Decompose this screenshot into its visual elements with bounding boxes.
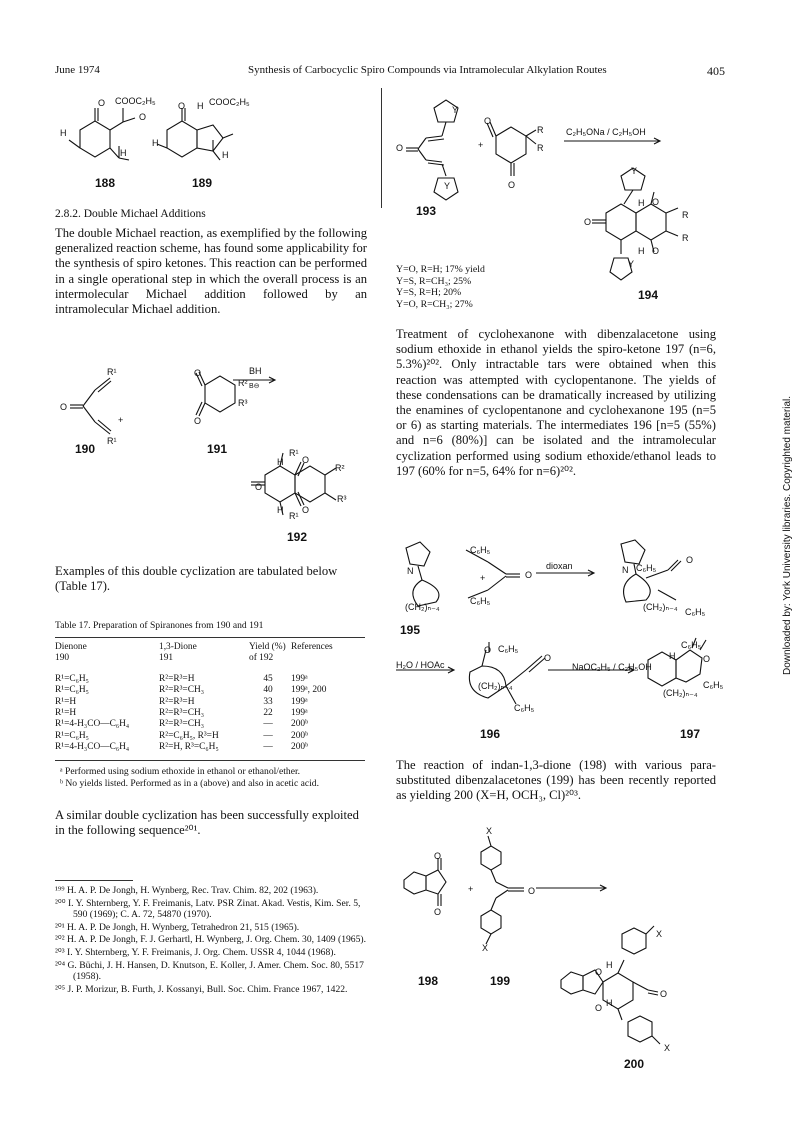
label-plus-3: + [480, 573, 486, 583]
label-o-189: O [178, 101, 186, 111]
label-c6h5-b: C₆H₅ [470, 596, 491, 606]
cell: R²=R³=H [159, 673, 195, 684]
label-r-194a: R [682, 210, 689, 220]
label-ch2n-196: (CH₂)ₙ₋₄ [478, 681, 513, 691]
yield-item: Y=S, R=H; 20% [396, 287, 462, 298]
label-o-198a: O [434, 851, 442, 861]
label-h-189b: H [152, 138, 159, 148]
right-para-1: Treatment of cyclohexanone with dibenzalacetone using sodium ethoxide in ethanol yields the spiro-ketone 197 (n=6, 5.3%)²⁰². Only intractable tars were obtained when this reaction was attempted with cyclopentanone. The yields of these condensations can be dramatically increased by utilizing the enamines of cyclopentanone and cyclohexanone 195 (n=5 or 6) as starting materials. The intermediates 196 [n=5 (55%) and n=6 (80%)] can be isolated and the intramolecular cyclization performed using sodium ethoxide/ethanol leads to 197 (60% for n=5, 64% for n=6)²⁰². [396, 327, 716, 478]
cell: R²=R³=CH₃ [159, 719, 204, 730]
compound-191: 191 [207, 442, 228, 456]
cell: 200ᵇ [291, 719, 308, 730]
label-n-prod: N [622, 565, 629, 575]
compound-199: 199 [490, 974, 511, 988]
compound-189: 189 [192, 176, 213, 190]
table-row [55, 742, 365, 753]
compound-190: 190 [75, 442, 96, 456]
cell: R¹=4-H₃CO—C₆H₄ [55, 742, 130, 753]
label-o-192c: O [302, 505, 310, 515]
reagent-naoet: NaOC₂H₅ / C₂H₅OH [572, 662, 652, 672]
label-y-bottom: Y [444, 181, 451, 191]
label-bh: BH [249, 366, 262, 376]
compound-197: 197 [680, 727, 701, 741]
table-row [55, 674, 365, 685]
cell: 200ᵇ [291, 742, 308, 753]
label-o-196: O [484, 645, 492, 655]
label-r1-190a: R¹ [107, 367, 117, 377]
column-divider [381, 88, 382, 208]
yield-item: Y=O, R=H; 17% yield [396, 264, 485, 275]
compound-198: 198 [418, 974, 439, 988]
table-top-rule [55, 637, 365, 638]
table-row [55, 719, 365, 730]
label-x-199a: X [486, 826, 493, 836]
label-h-197: H [669, 651, 676, 661]
label-r2-192: R² [335, 463, 345, 473]
compound-194: 194 [638, 288, 659, 302]
reference-203: ²⁰³ I. Y. Shternberg, Y. F. Freimanis, J. Org. Chem. USSR 4, 1044 (1968). [55, 946, 336, 958]
label-o-194b: O [584, 217, 592, 227]
label-o-191b: O [194, 416, 202, 426]
compound-195: 195 [400, 623, 421, 637]
label-o-194c: O [652, 246, 660, 256]
th-yield: Yield (%) [249, 642, 286, 652]
right-para-2: The reaction of indan-1,3-dione (198) with various para-substituted dibenzalacetones (199) has been recently reported as yielding 200 (X=H, OCH₃, Cl)²⁰³. [396, 758, 716, 803]
compound-196: 196 [480, 727, 501, 741]
cell: 45 [263, 673, 273, 684]
reference-201: ²⁰¹ H. A. P. De Jongh, H. Wynberg, Tetrahedron 21, 515 (1965). [55, 921, 300, 933]
label-x-200b: X [664, 1043, 671, 1053]
side-copyright-note: Downloaded by: York University libraries. Copyrighted material. [782, 395, 793, 675]
label-h-192a: H [277, 457, 284, 467]
cell: 199ᵃ [291, 696, 308, 707]
label-o-200c: O [595, 1003, 603, 1013]
label-cooet-188: COOC₂H₅ [115, 96, 156, 106]
label-r-194b: R [682, 233, 689, 243]
references [55, 885, 367, 996]
reagent-dioxan: dioxan [546, 561, 573, 571]
label-o-194a: O [652, 197, 660, 207]
label-y-194a: Y [631, 166, 638, 176]
label-c6h5-prod-b: C₆H₅ [685, 607, 706, 617]
label-ch2n-195: (CH₂)ₙ₋₄ [405, 602, 440, 612]
cell: R¹=C₆H₅ [55, 685, 89, 696]
cell: 199ᵃ [291, 673, 308, 684]
compound-200: 200 [624, 1057, 645, 1071]
left-para-1: The double Michael reaction, as exemplified by the following generalized reaction scheme, has found some applicability for the synthesis of spiro ketones. This reaction can be performed in a single operational step in which the overall process is an intermolecular Michael addition followed by an intramolecular Michael addition. [55, 226, 367, 317]
th-191: 191 [159, 653, 174, 664]
header-date: June 1974 [55, 64, 100, 76]
reagent-193: C₂H₅ONa / C₂H₅OH [566, 127, 646, 137]
table-row [55, 685, 365, 696]
label-c6h5-197b: C₆H₅ [703, 680, 724, 690]
table-row [55, 731, 365, 742]
label-r1-190b: R¹ [107, 436, 117, 446]
label-x-199b: X [482, 943, 489, 953]
yield-item: Y=S, R=CH₃; 25% [396, 275, 472, 287]
label-r1-192a: R¹ [289, 448, 299, 458]
cell: 200ᵇ [291, 730, 308, 741]
compound-192: 192 [287, 530, 308, 544]
label-o-200a: O [595, 967, 603, 977]
table-bottom-rule [55, 760, 365, 761]
label-o-190: O [60, 402, 68, 412]
cell: R²=R³=CH₃ [159, 685, 204, 696]
label-o-192a: O [302, 455, 310, 465]
reference-204: ²⁰⁴ G. Büchi, J. H. Hansen, D. Knutson, E. Koller, J. Amer. Chem. Soc. 80, 5517 (1958). [55, 959, 364, 983]
label-r2-191: R² [238, 378, 248, 388]
reference-205: ²⁰⁵ J. P. Morizur, B. Furth, J. Kossanyi, Bull. Soc. Chim. France 1967, 1422. [55, 983, 348, 995]
th-refs: References [291, 642, 333, 652]
footnote-a: ᵃ Performed using sodium ethoxide in ethanol or ethanol/ether. [60, 766, 301, 777]
label-o-196b: O [544, 653, 552, 663]
table-caption: Table 17. Preparation of Spiranones from 190 and 191 [55, 620, 264, 631]
reference-200: ²⁰⁰ I. Y. Shternberg, Y. F. Freimanis, Latv. PSR Zinat. Akad. Vestis, Kim. Ser. 5, 590 (1969); C. A. 72, 54870 (1970). [55, 897, 361, 921]
label-x-200a: X [656, 929, 663, 939]
label-h-194a: H [638, 198, 645, 208]
table-row [55, 708, 365, 719]
label-bminus: B⊖ [249, 383, 260, 390]
label-plus-1: + [118, 415, 124, 425]
label-h-192b: H [277, 505, 284, 515]
label-c6h5-197a: C₆H₅ [681, 640, 702, 650]
label-y-194b: Y [628, 259, 635, 269]
th-190: 190 [55, 653, 70, 664]
th-dienone: Dienone [55, 642, 87, 652]
cell: R¹=H [55, 696, 77, 707]
cell: 199ᵃ [291, 708, 308, 719]
section-heading: 2.8.2. Double Michael Additions [55, 208, 206, 220]
cell: R¹=C₆H₅ [55, 730, 89, 741]
cell: R²=R³=H [159, 696, 195, 707]
table-row [55, 697, 365, 708]
label-o-191a: O [194, 368, 202, 378]
label-plus-2: + [478, 140, 484, 150]
label-h-188a: H [60, 128, 67, 138]
label-o-198b: O [434, 907, 442, 917]
cell: 22 [263, 708, 273, 719]
label-r-dione-a: R [537, 125, 544, 135]
label-cooet-189: COOC₂H₅ [209, 97, 250, 107]
cell: — [263, 719, 273, 730]
compound-188: 188 [95, 176, 116, 190]
label-r3-191: R³ [238, 398, 248, 408]
cell: R¹=4-H₃CO—C₆H₄ [55, 719, 130, 730]
label-o-199: O [528, 886, 536, 896]
cell: 40 [263, 685, 273, 696]
cell: 199ᵃ, 200 [291, 685, 327, 696]
label-plus-4: + [468, 884, 474, 894]
cell: — [263, 742, 273, 753]
label-o-197: O [703, 654, 711, 664]
references-rule [55, 880, 133, 881]
label-c6h5-196a: C₆H₅ [498, 644, 519, 654]
scheme-198-199-200 [396, 830, 716, 1060]
table-subheader-row [55, 653, 365, 664]
label-o-prod: O [686, 555, 694, 565]
label-o-188: O [98, 98, 106, 108]
label-h-200a: H [606, 960, 613, 970]
label-o-193: O [396, 143, 404, 153]
th-of192: of 192 [249, 653, 274, 664]
cell: 33 [263, 696, 273, 707]
label-o-192b: O [255, 482, 263, 492]
label-r1-192b: R¹ [289, 511, 299, 521]
label-ch2n-197: (CH₂)ₙ₋₄ [663, 688, 698, 698]
label-y-top: Y [452, 105, 459, 115]
cell: R¹=H [55, 708, 77, 719]
reagent-h2o-hoac: H₂O / HOAc [396, 660, 445, 670]
cell: — [263, 730, 273, 741]
cell: R¹=C₆H₅ [55, 673, 89, 684]
label-h-188b: H [120, 148, 127, 158]
running-title: Synthesis of Carbocyclic Spiro Compounds via Intramolecular Alkylation Routes [248, 64, 607, 76]
left-para-2: Examples of this double cyclization are tabulated below (Table 17). [55, 564, 338, 594]
left-para-3: A similar double cyclization has been successfully exploited in the following sequence²⁰¹. [55, 808, 359, 838]
yield-item: Y=O, R=CH₃; 27% [396, 298, 473, 310]
label-h-200b: H [606, 998, 613, 1008]
cell: R²=R³=CH₃ [159, 708, 204, 719]
compound-193: 193 [416, 204, 437, 218]
label-o-dba: O [525, 570, 533, 580]
reference-202: ²⁰² H. A. P. De Jongh, F. J. Gerhartl, H. Wynberg, J. Org. Chem. 30, 1409 (1965). [55, 934, 366, 946]
yield-list [396, 264, 485, 310]
table-header-row [55, 642, 365, 653]
reference-199: ¹⁹⁹ H. A. P. De Jongh, H. Wynberg, Rec. Trav. Chim. 82, 202 (1963). [55, 885, 319, 896]
label-o-188b: O [139, 112, 147, 122]
label-c6h5-196b: C₆H₅ [514, 703, 535, 713]
label-n-195: N [407, 566, 414, 576]
label-o-200b: O [660, 989, 668, 999]
label-r-dione-b: R [537, 143, 544, 153]
cell: R²=H, R³=C₆H₅ [159, 742, 219, 753]
label-c6h5-a: C₆H₅ [470, 545, 491, 555]
th-dione: 1,3-Dione [159, 642, 197, 652]
label-h-194b: H [638, 246, 645, 256]
label-c6h5-prod-a: C₆H₅ [636, 563, 657, 573]
label-o-dione-a: O [484, 116, 492, 126]
label-r3-192: R³ [337, 494, 347, 504]
page-number: 405 [707, 64, 725, 78]
table-17 [55, 642, 365, 754]
label-ch2n-prod: (CH₂)ₙ₋₄ [643, 602, 678, 612]
label-h-189a: H [197, 101, 204, 111]
cell: R²=C₆H₅, R³=H [159, 730, 219, 741]
label-h-189c: H [222, 150, 229, 160]
label-o-dione-b: O [508, 180, 516, 190]
footnote-b: ᵇ No yields listed. Performed as in a (above) and also in acetic acid. [60, 778, 319, 789]
